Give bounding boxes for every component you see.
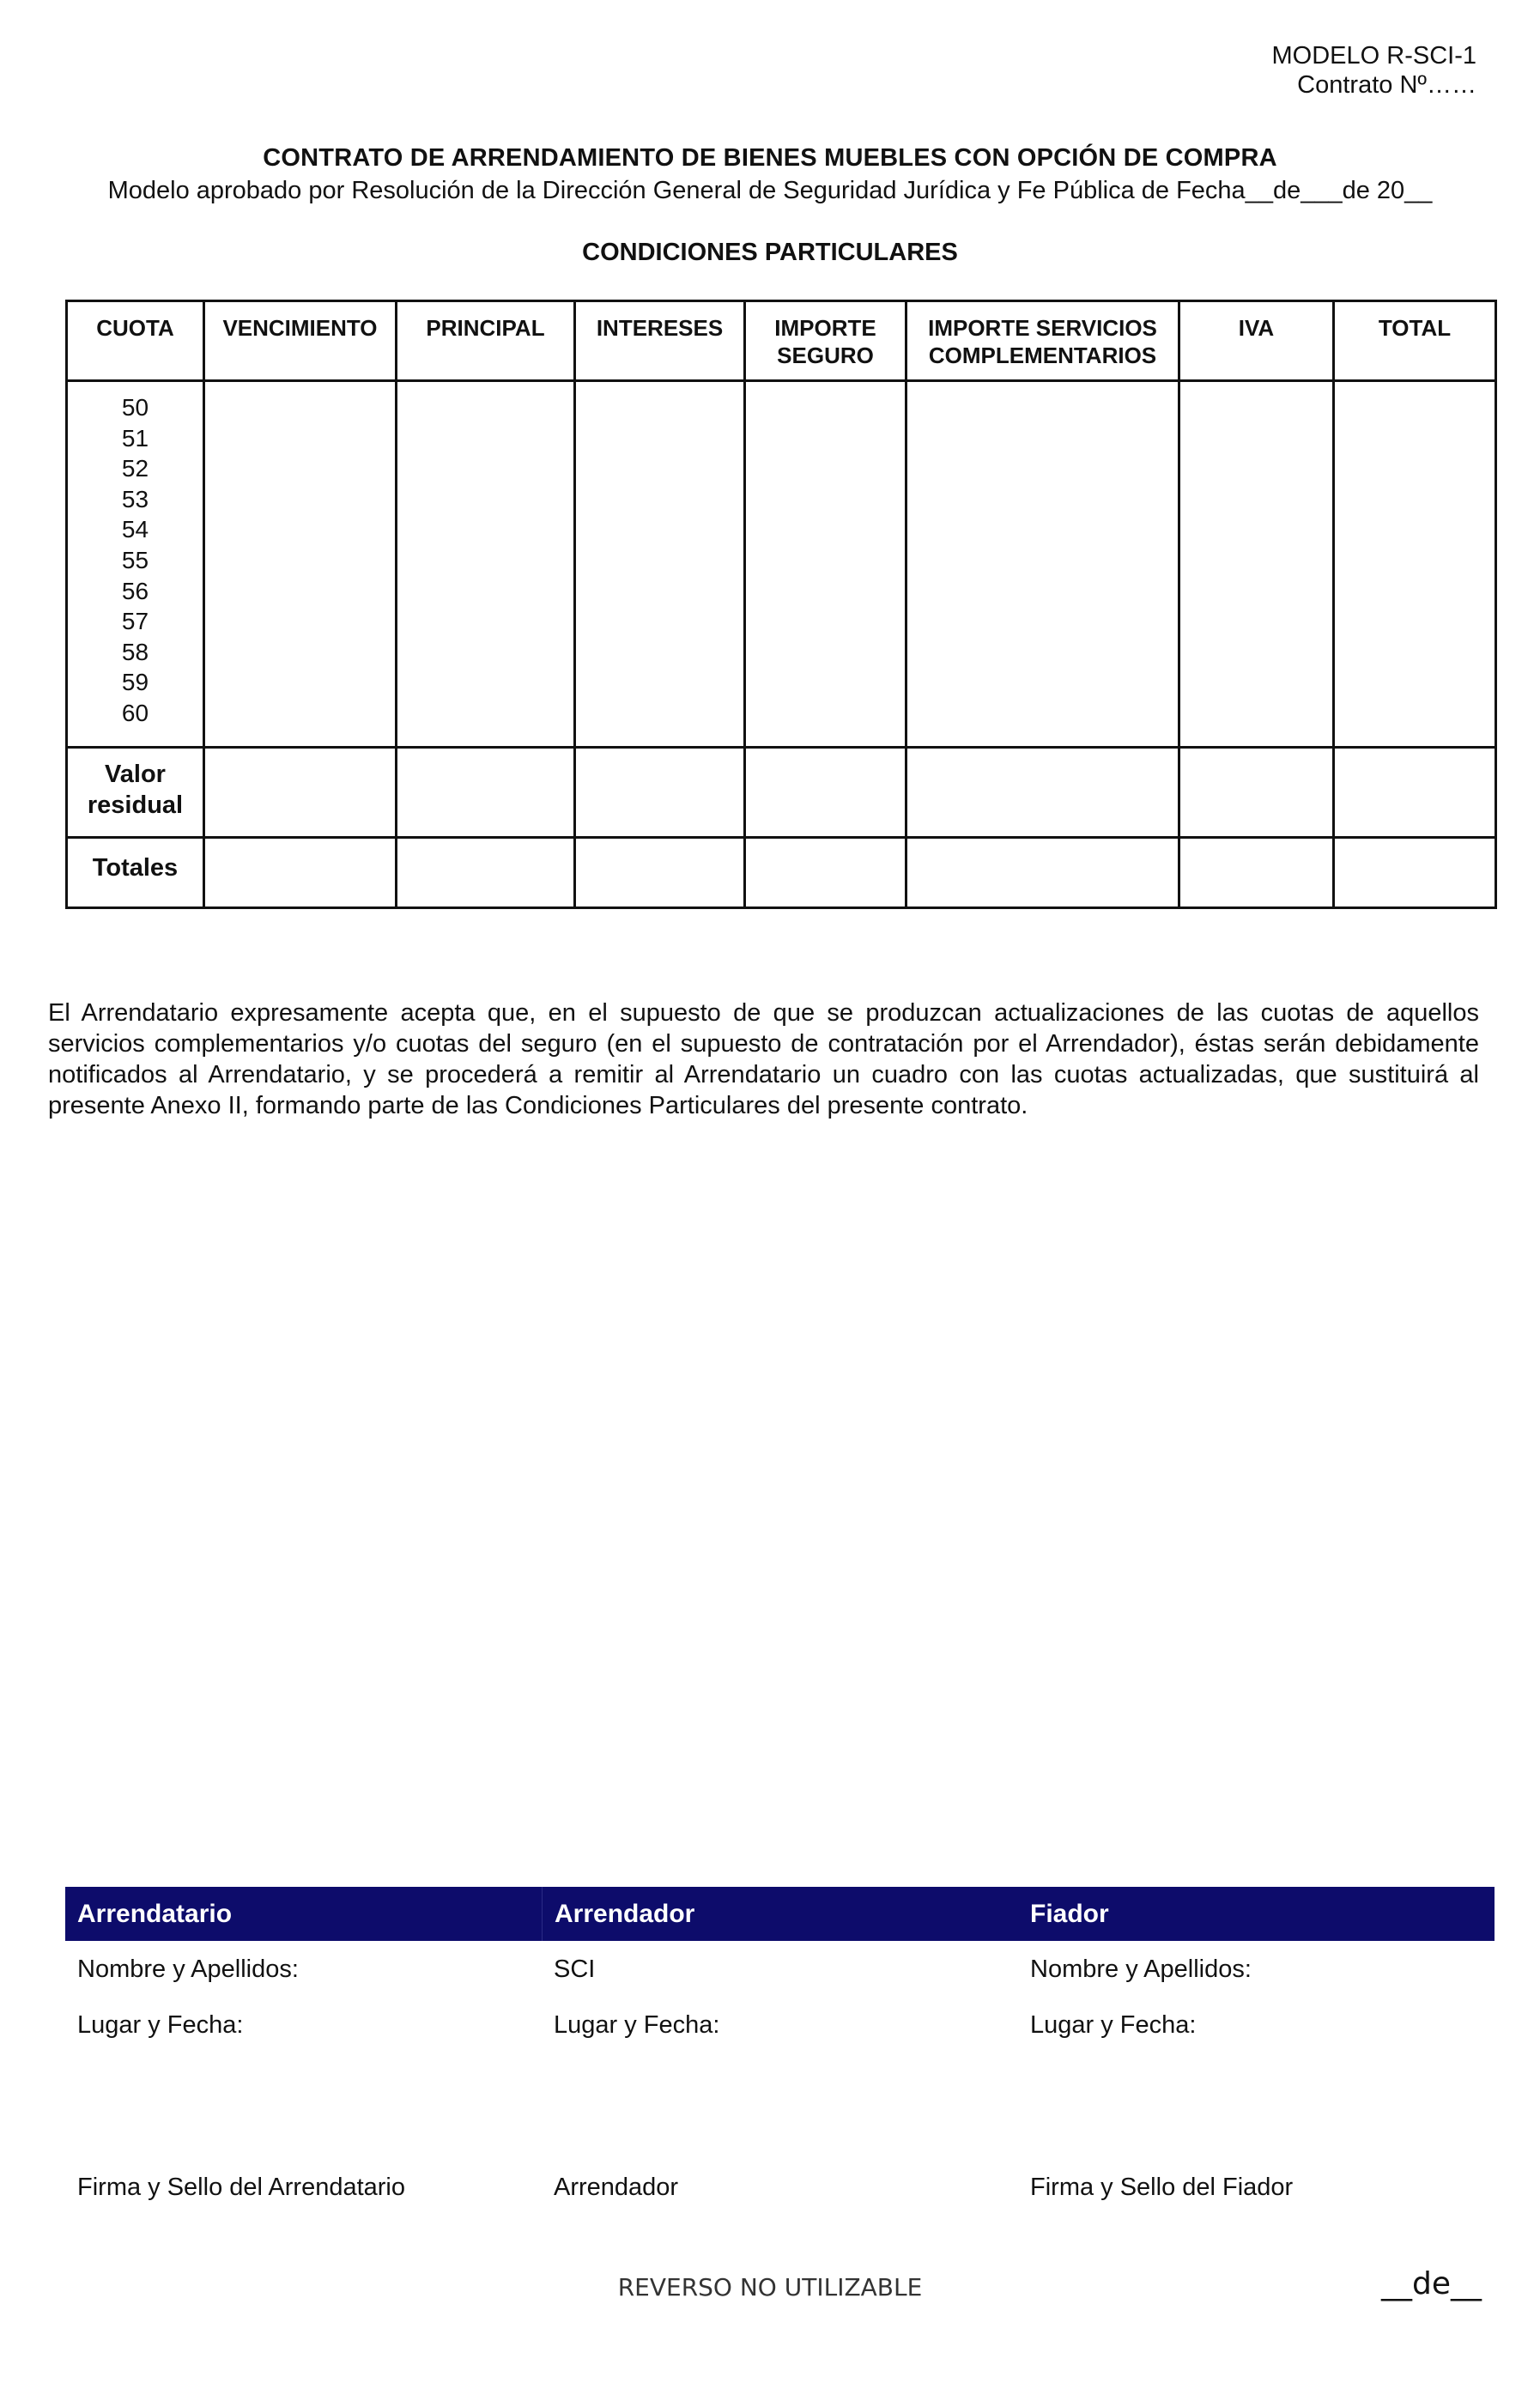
cuota-number: 51 <box>121 424 149 452</box>
principal-cell[interactable] <box>397 381 575 748</box>
arrendador-firma-label: Arrendador <box>554 2174 679 2201</box>
residual-iva-cell[interactable] <box>1179 748 1334 838</box>
document-title: CONTRATO DE ARRENDAMIENTO DE BIENES MUEBLES CON OPCIÓN DE COMPRA <box>263 144 1277 172</box>
valor-residual-label <box>68 749 203 821</box>
totales-importe-seguro-cell[interactable] <box>745 838 906 908</box>
col-header-principal: PRINCIPAL <box>397 301 575 381</box>
valor-residual-line2: residual <box>87 791 184 819</box>
table-row-totales <box>67 838 1496 908</box>
arrendador-lugar-label: Lugar y Fecha: <box>554 2011 720 2039</box>
importe-seguro-cell[interactable] <box>745 381 906 748</box>
cuota-number: 52 <box>121 455 149 482</box>
acceptance-paragraph: El Arrendatario expresamente acepta que, en el supuesto de que se produzcan actualizaciones de las cuotas de aquellos servicios complementarios y/o cuotas del seguro (en el supuesto de contratación por el Arrendador), éstas serán debidamente notificados al Arrendatario, y se procederá a remitir al Arrendatario un cuadro con las cuotas actualizadas, que sustituirá al presente Anexo II, formando parte de las Condiciones Particulares del presente contrato. <box>48 999 1479 1119</box>
cuota-number: 54 <box>121 516 149 543</box>
intereses-cell[interactable] <box>575 381 745 748</box>
cuota-number: 55 <box>121 546 149 573</box>
cuota-number: 50 <box>121 394 149 421</box>
totales-vencimiento-cell[interactable] <box>204 838 397 908</box>
col-header-importe-seguro-line2: SEGURO <box>777 343 874 368</box>
arrendatario-heading: Arrendatario <box>77 1900 233 1928</box>
col-header-importe-seguro-line1: IMPORTE <box>774 315 876 341</box>
total-cell[interactable] <box>1334 381 1496 748</box>
totales-iva-cell[interactable] <box>1179 838 1334 908</box>
cuota-number: 57 <box>121 608 149 635</box>
fiador-lugar-label: Lugar y Fecha: <box>1030 2011 1197 2039</box>
residual-total-cell[interactable] <box>1334 748 1496 838</box>
fiador-firma-label: Firma y Sello del Fiador <box>1030 2174 1294 2201</box>
section-title: CONDICIONES PARTICULARES <box>582 239 958 266</box>
col-header-iva: IVA <box>1179 301 1334 381</box>
residual-servicios-cell[interactable] <box>906 748 1179 838</box>
col-header-total: TOTAL <box>1334 301 1496 381</box>
cuota-numbers-cell <box>67 381 204 748</box>
arrendatario-lugar-label: Lugar y Fecha: <box>77 2011 244 2039</box>
modelo-label: MODELO R-SCI-1 <box>1271 42 1476 70</box>
table-row-valor-residual <box>67 748 1496 838</box>
cuotas-table <box>65 300 1497 909</box>
arrendador-nombre-label: SCI <box>554 1956 596 1983</box>
page-number: __de__ <box>1381 2266 1482 2301</box>
cuota-number: 59 <box>121 669 149 696</box>
totales-total-cell[interactable] <box>1334 838 1496 908</box>
residual-importe-seguro-cell[interactable] <box>745 748 906 838</box>
fiador-heading: Fiador <box>1030 1900 1109 1928</box>
document-subtitle: Modelo aprobado por Resolución de la Dirección General de Seguridad Jurídica y Fe Pública de Fecha__de___de 20__ <box>107 177 1433 204</box>
vencimiento-cell[interactable] <box>204 381 397 748</box>
col-header-importe-seguro <box>745 301 906 381</box>
col-header-vencimiento: VENCIMIENTO <box>204 301 397 381</box>
iva-cell[interactable] <box>1179 381 1334 748</box>
arrendatario-firma-label: Firma y Sello del Arrendatario <box>77 2174 405 2201</box>
cuota-number: 53 <box>121 485 149 512</box>
col-header-servicios-line1: IMPORTE SERVICIOS <box>928 315 1157 341</box>
fiador-nombre-label: Nombre y Apellidos: <box>1030 1956 1252 1983</box>
totales-label: Totales <box>92 854 179 882</box>
col-header-servicios <box>906 301 1179 381</box>
table-header-row <box>67 301 1496 381</box>
contrato-number: Contrato Nº…… <box>1297 71 1476 99</box>
totales-intereses-cell[interactable] <box>575 838 745 908</box>
cuota-list <box>68 382 203 729</box>
cuota-number: 56 <box>121 577 149 604</box>
col-header-intereses: INTERESES <box>575 301 745 381</box>
residual-intereses-cell[interactable] <box>575 748 745 838</box>
totales-principal-cell[interactable] <box>397 838 575 908</box>
arrendador-heading: Arrendador <box>542 1887 1018 1941</box>
col-header-cuota: CUOTA <box>67 301 204 381</box>
arrendatario-nombre-label: Nombre y Apellidos: <box>77 1956 299 1983</box>
table-row-cuotas <box>67 381 1496 748</box>
cuota-number: 58 <box>121 638 149 665</box>
cuota-number: 60 <box>121 699 149 726</box>
residual-vencimiento-cell[interactable] <box>204 748 397 838</box>
reverso-notice: REVERSO NO UTILIZABLE <box>617 2273 923 2301</box>
residual-principal-cell[interactable] <box>397 748 575 838</box>
valor-residual-label-cell <box>67 748 204 838</box>
valor-residual-line1: Valor <box>105 761 166 788</box>
totales-servicios-cell[interactable] <box>906 838 1179 908</box>
servicios-cell[interactable] <box>906 381 1179 748</box>
signature-header-bar <box>65 1887 1495 1941</box>
col-header-servicios-line2: COMPLEMENTARIOS <box>928 343 1157 368</box>
totales-label-cell <box>67 838 204 908</box>
